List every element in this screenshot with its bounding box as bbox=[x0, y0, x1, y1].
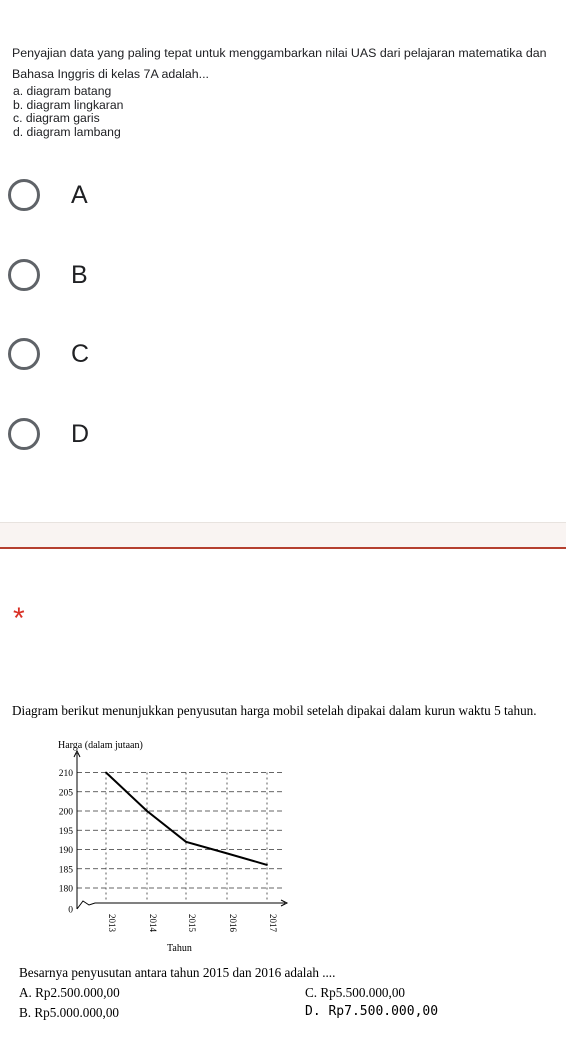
radio-button-d[interactable] bbox=[8, 418, 40, 450]
y-tick-195: 195 bbox=[58, 826, 73, 837]
choice-label-c: C bbox=[71, 339, 90, 368]
choice-d[interactable] bbox=[6, 410, 206, 458]
option-text-c: c. diagram garis bbox=[13, 111, 100, 125]
choice-b[interactable] bbox=[6, 251, 206, 299]
answer-c: C. Rp5.500.000,00 bbox=[305, 985, 406, 1000]
radio-button-a[interactable] bbox=[8, 179, 40, 211]
y-tick-180: 180 bbox=[58, 884, 73, 895]
y-tick-185: 185 bbox=[58, 865, 73, 876]
required-asterisk: * bbox=[13, 602, 25, 635]
x-tick-2017: 2017 bbox=[268, 914, 278, 932]
answer-a: A. Rp2.500.000,00 bbox=[19, 985, 120, 1000]
choice-label-a: A bbox=[71, 180, 88, 209]
choice-label-b: B bbox=[71, 260, 88, 289]
data-point-2017 bbox=[266, 864, 268, 866]
section-divider-line bbox=[0, 547, 566, 549]
y-tick-0: 0 bbox=[68, 905, 73, 916]
section-divider-band bbox=[0, 523, 566, 548]
y-tick-200: 200 bbox=[58, 807, 73, 818]
x-tick-2015: 2015 bbox=[187, 914, 197, 932]
question-1-text: Penyajian data yang paling tepat untuk menggambarkan nilai UAS dari pelajaran matematika dan Bahasa Inggris di kelas 7A adalah... bbox=[12, 46, 547, 81]
series-line bbox=[106, 773, 267, 865]
question-1-options bbox=[13, 85, 123, 139]
y-axis-label: Harga (dalam jutaan) bbox=[58, 740, 143, 751]
data-point-2014 bbox=[146, 810, 148, 812]
answer-d: D. Rp7.500.000,00 bbox=[305, 1004, 439, 1019]
question-2-sub-question: Besarnya penyusutan antara tahun 2015 dan 2016 adalah .... bbox=[19, 965, 336, 980]
radio-button-c[interactable] bbox=[8, 338, 40, 370]
x-tick-2013: 2013 bbox=[107, 914, 117, 932]
option-text-d: d. diagram lambang bbox=[13, 124, 121, 139]
x-tick-2016: 2016 bbox=[228, 914, 238, 932]
y-tick-205: 205 bbox=[58, 788, 73, 799]
option-text-a: a. diagram batang bbox=[13, 84, 112, 98]
choice-c[interactable] bbox=[6, 330, 206, 378]
y-tick-210: 210 bbox=[58, 769, 73, 779]
y-tick-190: 190 bbox=[58, 846, 73, 856]
x-tick-2014: 2014 bbox=[148, 914, 158, 932]
choice-label-d: D bbox=[71, 419, 90, 448]
radio-button-b[interactable] bbox=[8, 259, 40, 291]
option-text-b: b. diagram lingkaran bbox=[13, 97, 124, 112]
question-2-text: Diagram berikut menunjukkan penyusutan harga mobil setelah dipakai dalam kurun waktu 5 tahun. bbox=[12, 703, 537, 718]
price-depreciation-chart bbox=[40, 735, 300, 960]
choice-a[interactable] bbox=[6, 171, 206, 219]
data-point-2016 bbox=[226, 852, 228, 854]
data-point-2013 bbox=[105, 772, 107, 774]
x-axis-label: Tahun bbox=[167, 943, 192, 954]
answer-b: B. Rp5.000.000,00 bbox=[19, 1005, 120, 1020]
data-point-2015 bbox=[185, 841, 187, 843]
x-axis bbox=[77, 901, 285, 909]
